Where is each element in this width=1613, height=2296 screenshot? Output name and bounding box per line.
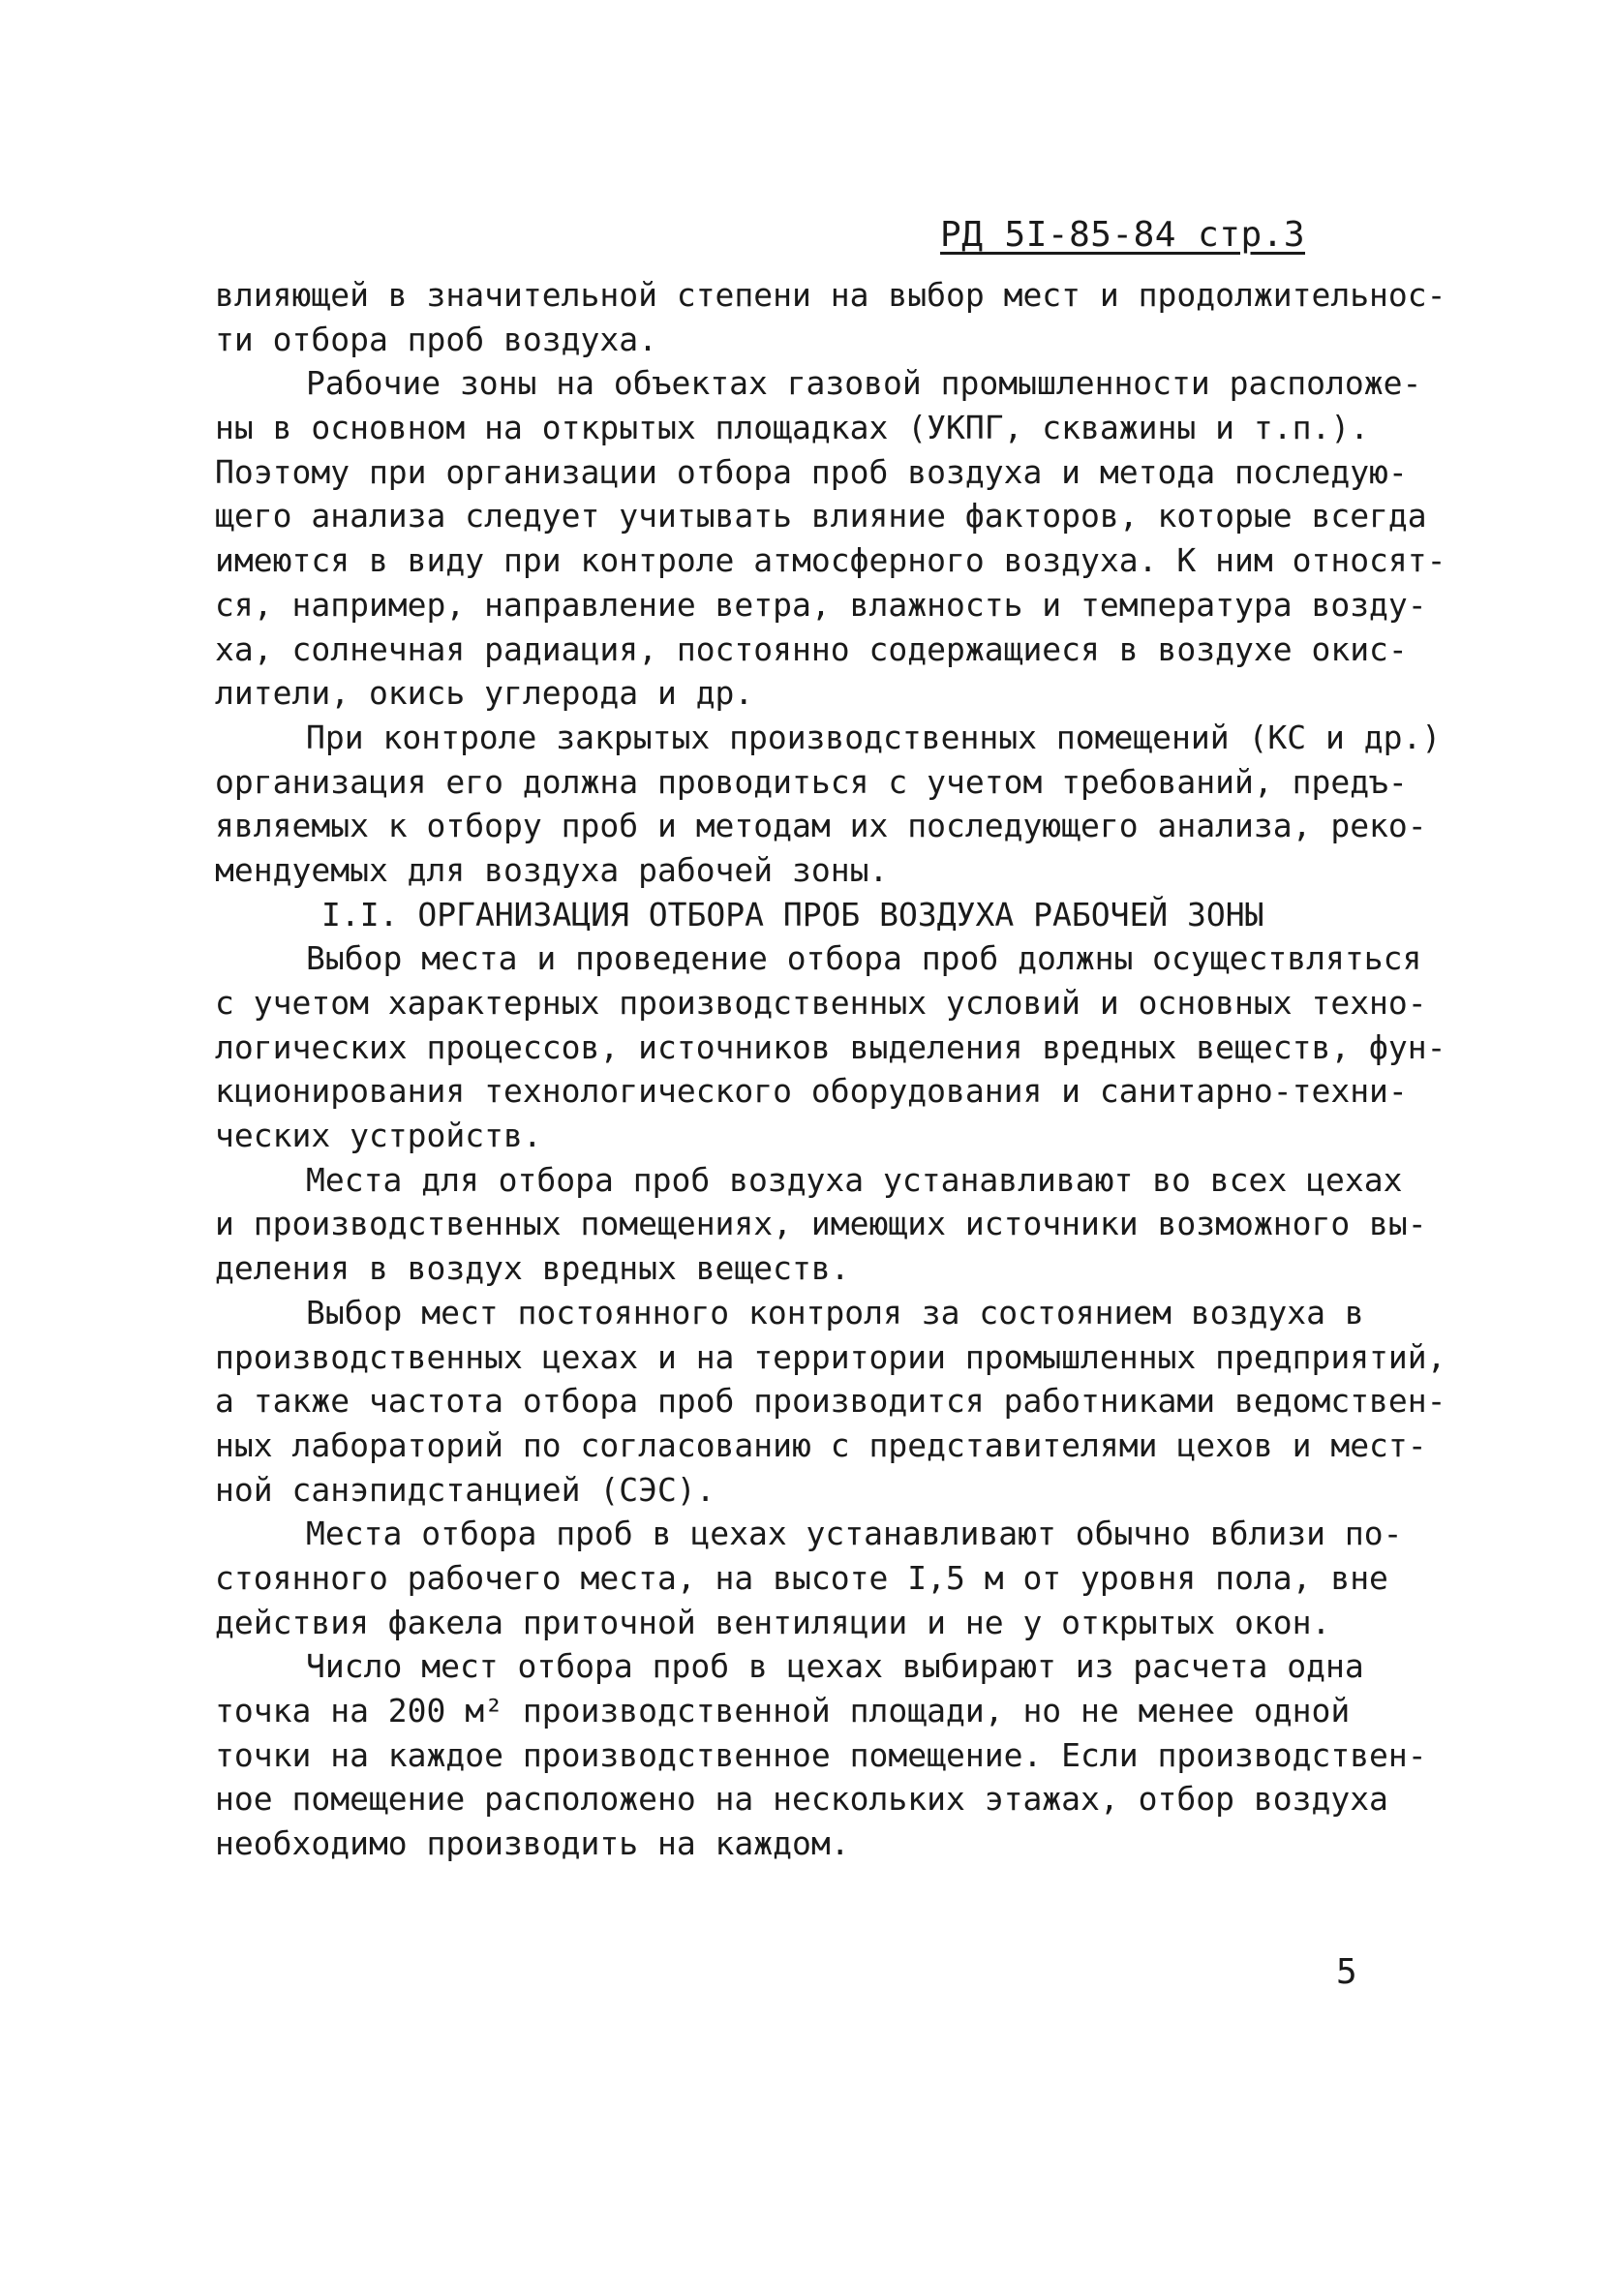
text-line: организация его должна проводиться с учетом требований, предъ- bbox=[215, 762, 1408, 801]
text-line: влияющей в значительной степени на выбор мест и продолжительнос- bbox=[215, 276, 1446, 314]
text-line: точки на каждое производственное помещение. Если производствен- bbox=[215, 1735, 1427, 1774]
text-line: ти отбора проб воздуха. bbox=[215, 320, 657, 358]
text-line: логических процессов, источников выделения вредных веществ, фун- bbox=[215, 1027, 1446, 1066]
text-line: деления в воздух вредных веществ. bbox=[215, 1249, 850, 1288]
text-line: ной санэпидстанцией (СЭС). bbox=[215, 1470, 715, 1509]
text-line: кционирования технологического оборудования и санитарно-техни- bbox=[215, 1072, 1408, 1111]
text-line: точка на 200 м² производственной площади, но не менее одной bbox=[215, 1692, 1351, 1730]
paragraph-start: Выбор места и проведение отбора проб должны осуществляться bbox=[306, 939, 1422, 978]
paragraph-start: Рабочие зоны на объектах газовой промышленности расположе- bbox=[306, 364, 1422, 403]
text-line: а также частота отбора проб производится работниками ведомствен- bbox=[215, 1382, 1446, 1421]
text-line: щего анализа следует учитывать влияние факторов, которые всегда bbox=[215, 497, 1427, 536]
page-number: 5 bbox=[1336, 1952, 1357, 1992]
text-line: Поэтому при организации отбора проб воздуха и метода последую- bbox=[215, 452, 1408, 491]
text-line: мендуемых для воздуха рабочей зоны. bbox=[215, 850, 889, 889]
text-line: ха, солнечная радиация, постоянно содержащиеся в воздухе окис- bbox=[215, 629, 1408, 668]
text-line: и производственных помещениях, имеющих источники возможного вы- bbox=[215, 1205, 1427, 1243]
paragraph-start: Выбор мест постоянного контроля за состоянием воздуха в bbox=[306, 1293, 1364, 1332]
text-line: имеются в виду при контроле атмосферного воздуха. К ним относят- bbox=[215, 541, 1446, 580]
paragraph-start: Места для отбора проб воздуха устанавливают во всех цехах bbox=[306, 1160, 1403, 1199]
section-heading: I.I. ОРГАНИЗАЦИЯ ОТБОРА ПРОБ ВОЗДУХА РАБОЧЕЙ ЗОНЫ bbox=[321, 895, 1264, 934]
text-line: ное помещение расположено на нескольких этажах, отбор воздуха bbox=[215, 1780, 1388, 1819]
text-line: ных лабораторий по согласованию с представителями цехов и мест- bbox=[215, 1425, 1427, 1464]
text-line: лители, окись углерода и др. bbox=[215, 674, 754, 713]
text-line: являемых к отбору проб и методам их последующего анализа, реко- bbox=[215, 807, 1427, 845]
document-body bbox=[215, 273, 1446, 1866]
text-line: необходимо производить на каждом. bbox=[215, 1824, 850, 1863]
text-line: ческих устройств. bbox=[215, 1117, 542, 1155]
text-line: действия факела приточной вентиляции и не у открытых окон. bbox=[215, 1603, 1331, 1641]
text-line: ся, например, направление ветра, влажность и температура возду- bbox=[215, 585, 1427, 624]
text-line: с учетом характерных производственных условий и основных техно- bbox=[215, 984, 1427, 1022]
text-line: ны в основном на открытых площадках (УКПГ, скважины и т.п.). bbox=[215, 409, 1370, 447]
document-reference: РД 5I-85-84 стр.3 bbox=[940, 215, 1305, 255]
text-line: стоянного рабочего места, на высоте I,5 м от уровня пола, вне bbox=[215, 1558, 1388, 1597]
text-line: производственных цехах и на территории промышленных предприятий, bbox=[215, 1337, 1446, 1376]
paragraph-start: Число мест отбора проб в цехах выбирают из расчета одна bbox=[306, 1647, 1364, 1686]
paragraph-start: При контроле закрытых производственных помещений (КС и др.) bbox=[306, 718, 1442, 756]
paragraph-start: Места отбора проб в цехах устанавливают обычно вблизи по- bbox=[306, 1515, 1403, 1553]
